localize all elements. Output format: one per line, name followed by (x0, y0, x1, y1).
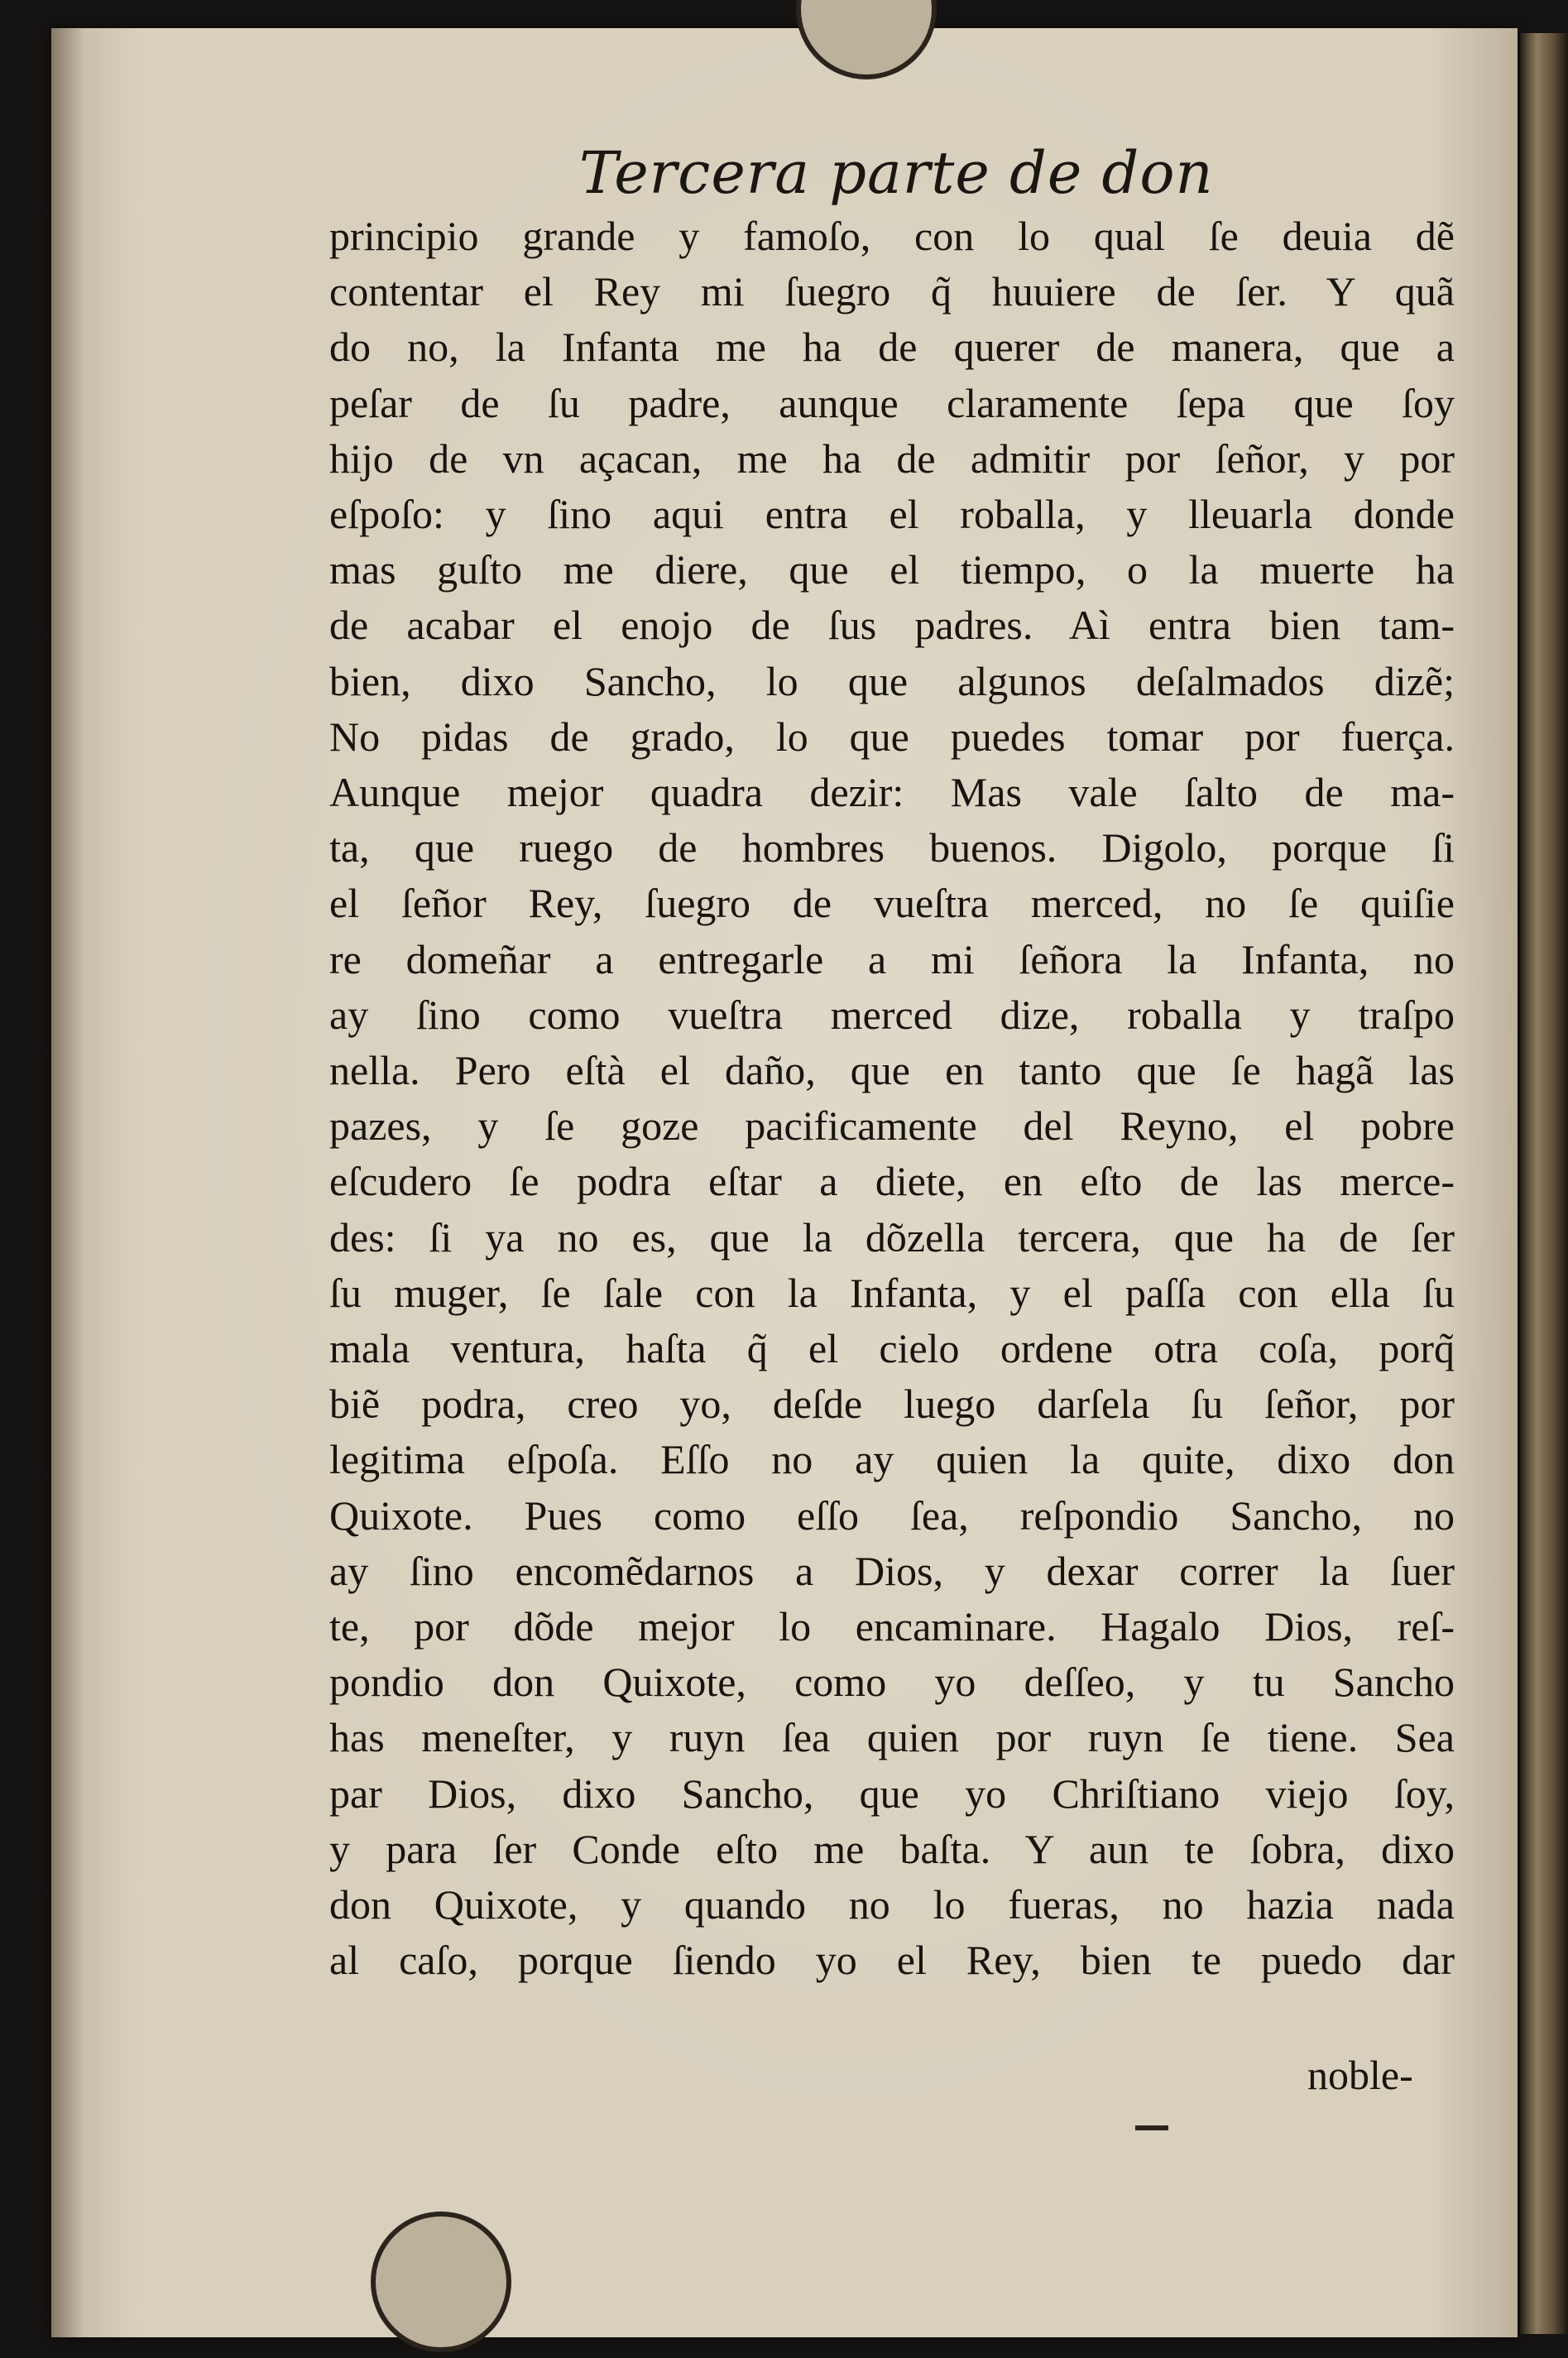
text-line: te, por dõde mejor lo encaminare. Hagalo Dios, reſ- (329, 1603, 1455, 1650)
text-line: pazes, y ſe goze pacificamente del Reyno, el pobre (329, 1102, 1455, 1150)
text-line: contentar el Rey mi ſuegro q̃ huuiere de ſer. Y quã (329, 268, 1455, 315)
text-line: el ſeñor Rey, ſuegro de vueſtra merced, no ſe quiſie (329, 880, 1455, 927)
text-line: Quixote. Pues como eſſo ſea, reſpondio Sancho, no (329, 1491, 1455, 1539)
text-line: don Quixote, y quando no lo fueras, no hazia nada (329, 1881, 1455, 1928)
text-line: hijo de vn açacan, me ha de admitir por ſeñor, y por (329, 435, 1455, 482)
text-line: ta, que ruego de hombres buenos. Digolo, porque ſi (329, 824, 1455, 872)
text-line: biẽ podra, creo yo, deſde luego darſela ſu ſeñor, por (329, 1381, 1455, 1428)
text-line: ſu muger, ſe ſale con la Infanta, y el paſſa con ella ſu (329, 1269, 1455, 1316)
page-clip-bottom (371, 2212, 511, 2352)
text-line: eſcudero ſe podra eſtar a diete, en eſto de las merce- (329, 1158, 1455, 1205)
text-line: bien, dixo Sancho, lo que algunos deſalmados dizẽ; (329, 657, 1455, 704)
text-line: de acabar el enojo de ſus padres. Aì entra bien tam- (329, 602, 1455, 649)
text-line: ay ſino encomẽdarnos a Dios, y dexar correr la ſuer (329, 1547, 1455, 1594)
text-line: legitima eſpoſa. Eſſo no ay quien la quite, dixo don (329, 1436, 1455, 1483)
text-line: ay ſino como vueſtra merced dize, roballa y traſpo (329, 991, 1455, 1038)
text-line: des: ſi ya no es, que la dõzella tercera, que ha de ſer (329, 1213, 1455, 1261)
catchword: noble- (1307, 2052, 1413, 2098)
text-line: mas guſto me diere, que el tiempo, o la muerte ha (329, 546, 1455, 593)
gutter-shadow (51, 28, 84, 2337)
text-line: do no, la Infanta me ha de querer de manera, que a (329, 324, 1455, 371)
text-line: mala ventura, haſta q̃ el cielo ordene otra coſa, porq̃ (329, 1325, 1455, 1372)
text-line: No pidas de grado, lo que puedes tomar por fuerça. (329, 713, 1455, 760)
book-fore-edge (1520, 33, 1568, 2334)
text-line: peſar de ſu padre, aunque claramente ſepa que ſoy (329, 379, 1455, 426)
text-line: re domeñar a entregarle a mi ſeñora la Infanta, no (329, 935, 1455, 982)
text-line: has meneſter, y ruyn ſea quien por ruyn ſe tiene. Sea (329, 1714, 1455, 1761)
text-line: y para ſer Conde eſto me baſta. Y aun te ſobra, dixo (329, 1825, 1455, 1872)
text-line: Aunque mejor quadra dezir: Mas vale ſalto de ma- (329, 769, 1455, 816)
text-line: par Dios, dixo Sancho, que yo Chriſtiano viejo ſoy, (329, 1770, 1455, 1817)
body-text (329, 209, 1455, 1989)
text-line: nella. Pero eſtà el daño, que en tanto que ſe hagã las (329, 1047, 1455, 1094)
running-header: Tercera parte de don (579, 139, 1214, 207)
text-line: al caſo, porque ſiendo yo el Rey, bien te puedo dar (329, 1937, 1455, 1984)
text-line: pondio don Quixote, como yo deſſeo, y tu Sancho (329, 1659, 1455, 1706)
signature-mark (1135, 2125, 1168, 2130)
text-line: principio grande y famoſo, con lo qual ſe deuia dẽ (329, 213, 1455, 259)
text-line: eſpoſo: y ſino aqui entra el roballa, y lleuarla donde (329, 491, 1455, 538)
